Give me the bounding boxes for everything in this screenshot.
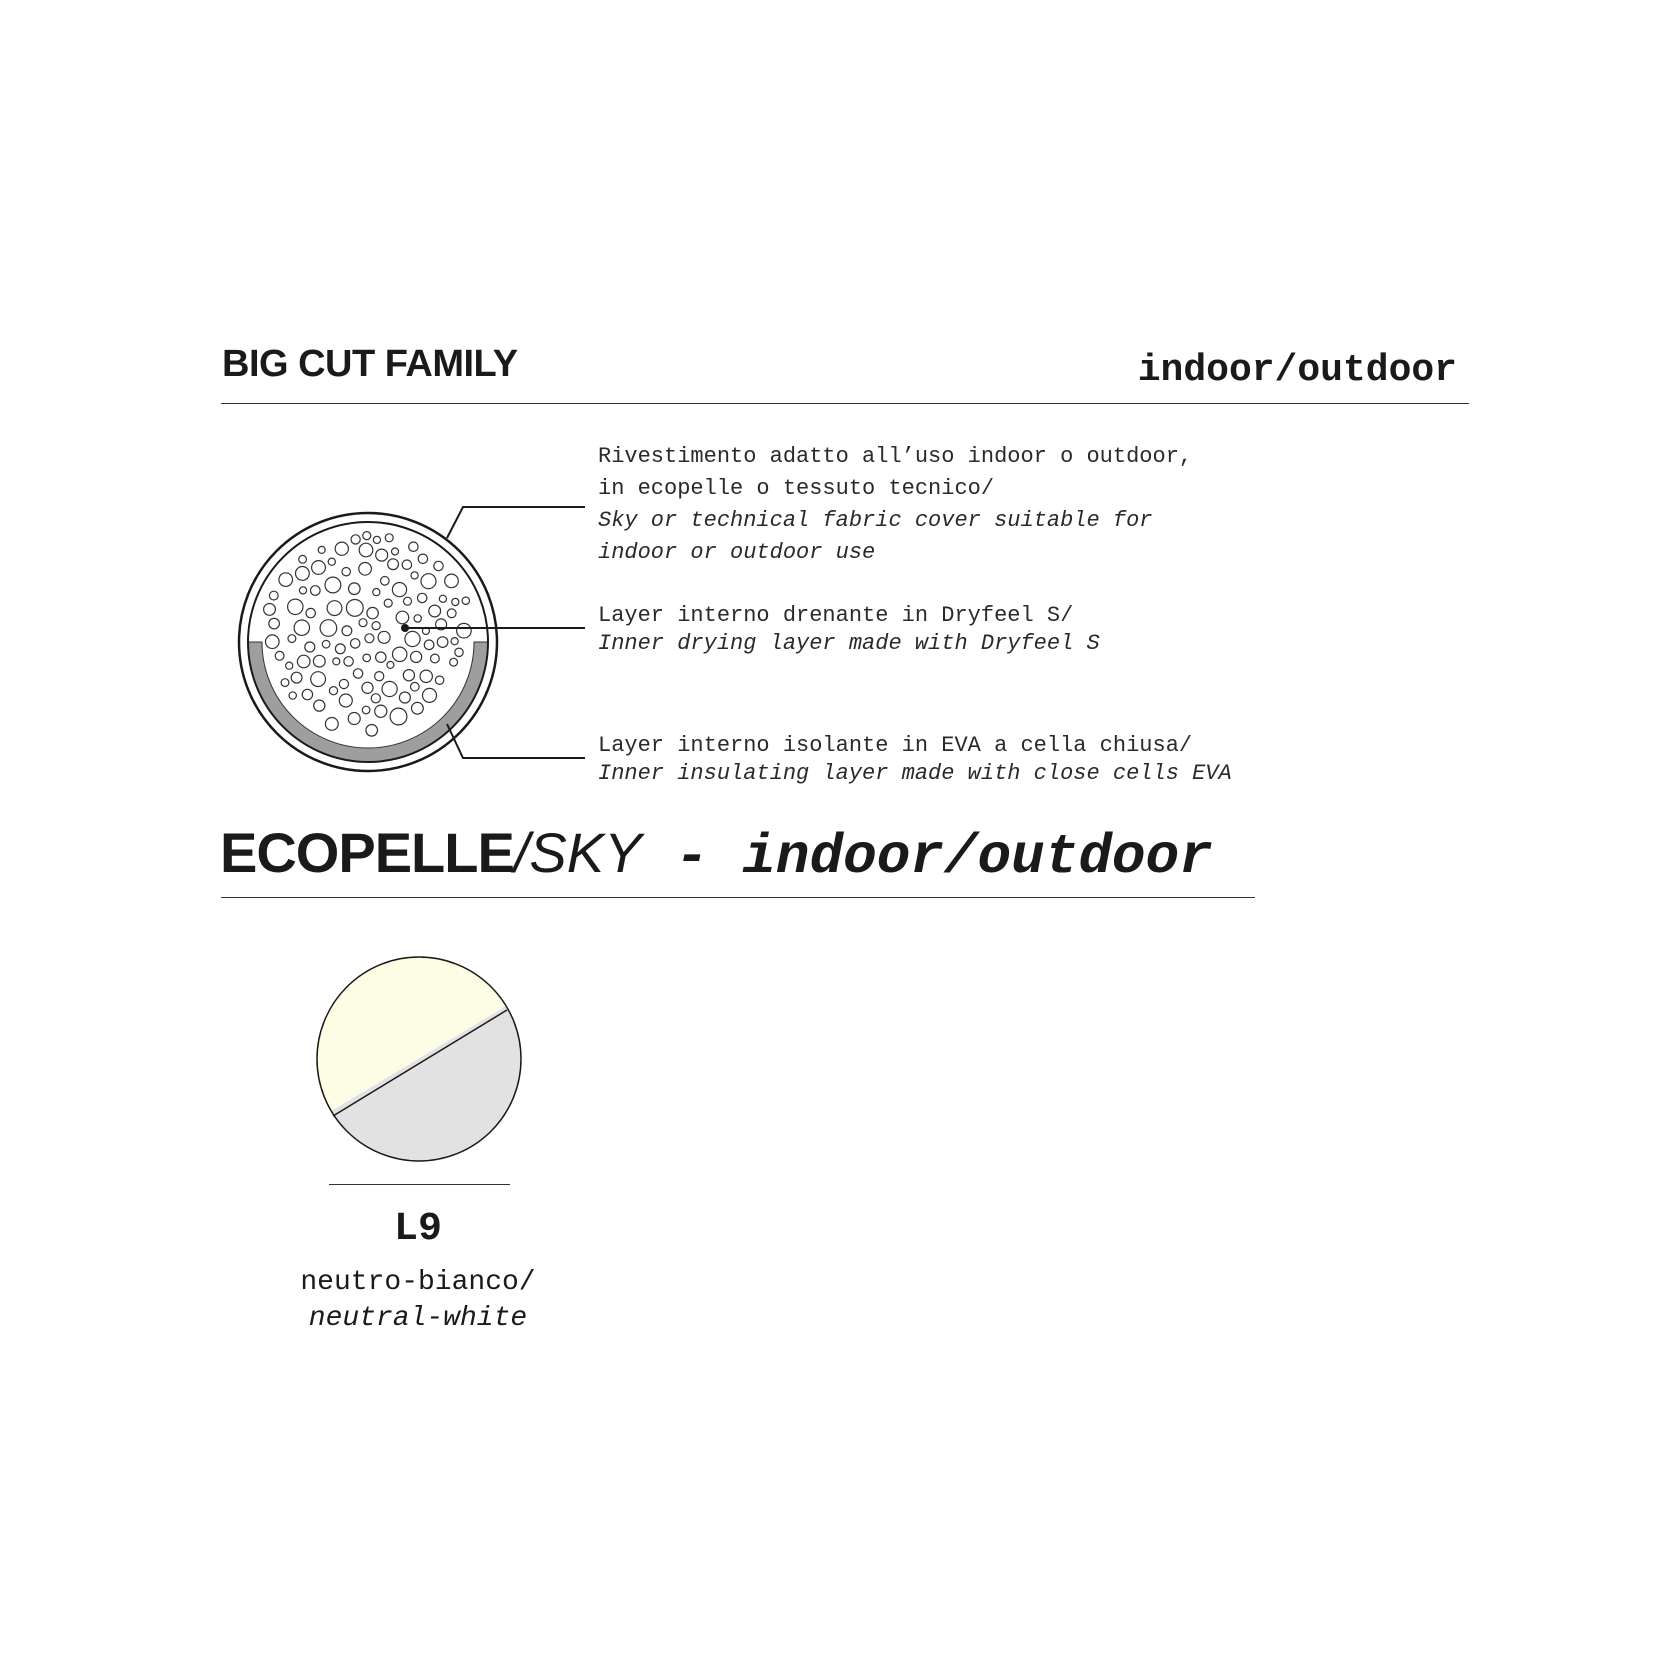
bubble (462, 597, 469, 604)
bubble (402, 560, 411, 569)
bubble (264, 604, 276, 616)
bubble (431, 654, 440, 663)
bubble (447, 609, 456, 618)
environment-tag: indoor/outdoor (1137, 349, 1457, 392)
color-swatch (313, 953, 525, 1165)
bubble (437, 637, 448, 648)
bubble (359, 543, 373, 557)
bubble (344, 657, 353, 666)
bubble (294, 620, 309, 635)
section-title-alt: /SKY (513, 821, 642, 884)
bubble (434, 561, 443, 570)
bubble (311, 672, 326, 687)
insulating-layer-shape (248, 642, 488, 762)
bubble (373, 589, 380, 596)
bubble (372, 622, 380, 630)
swatch-name (268, 1265, 568, 1337)
callout-dryfeel-line-1: Layer interno drenante in Dryfeel S/ (598, 603, 1074, 628)
bubble (411, 651, 422, 662)
bubble (382, 681, 397, 696)
bubble (403, 670, 414, 681)
bubble (353, 669, 362, 678)
bubble (325, 577, 341, 593)
bubble (455, 648, 463, 656)
bubble (363, 654, 371, 662)
leader-line-eva (447, 724, 585, 758)
bubble (420, 670, 432, 682)
bubble (269, 591, 278, 600)
bubble (378, 631, 390, 643)
bubble (435, 676, 443, 684)
bubble (302, 689, 312, 699)
bubble (375, 672, 384, 681)
bubble (439, 595, 446, 602)
bubble (390, 708, 407, 725)
bubble (322, 640, 330, 648)
bubble (393, 647, 407, 661)
bubble (385, 534, 393, 542)
bubble (418, 593, 427, 602)
swatch-divider (329, 1184, 510, 1185)
bubble (445, 574, 459, 588)
bubble (314, 700, 325, 711)
bubble (305, 642, 315, 652)
callout-cover-line-2: in ecopelle o tessuto tecnico/ (598, 476, 995, 501)
callout-eva (598, 732, 1232, 788)
bubble (362, 682, 373, 693)
bubble (375, 705, 387, 717)
bubble (351, 535, 360, 544)
bubble (376, 549, 388, 561)
bubble (429, 605, 441, 617)
bubble (335, 542, 348, 555)
callout-eva-line-1: Layer interno isolante in EVA a cella chiusa/ (598, 733, 1193, 758)
bubble (299, 555, 307, 563)
bubble (359, 563, 372, 576)
bubble (381, 577, 390, 586)
bubble (387, 661, 394, 668)
bubble (279, 573, 293, 587)
callout-dryfeel-line-2: Inner drying layer made with Dryfeel S (598, 631, 1100, 656)
family-title: BIG CUT FAMILY (222, 343, 518, 385)
bubble (405, 631, 420, 646)
bubble (328, 558, 335, 565)
bubble (288, 599, 303, 614)
section-divider (221, 897, 1255, 898)
bubble (335, 644, 345, 654)
bubble (325, 718, 338, 731)
section-title-environment: - indoor/outdoor (641, 825, 1213, 889)
bubble (346, 600, 363, 617)
section-title (220, 821, 1213, 889)
callout-cover-line-4: indoor or outdoor use (598, 540, 876, 565)
bubble (291, 672, 302, 683)
bubble (451, 638, 458, 645)
bubble (349, 583, 361, 595)
bubble (269, 618, 280, 629)
bubble (404, 597, 412, 605)
bubble (329, 687, 337, 695)
bubble (424, 640, 434, 650)
bubble (313, 655, 325, 667)
bubble (320, 620, 337, 637)
bubble (362, 706, 370, 714)
bubble (412, 702, 424, 714)
bubble (373, 536, 380, 543)
bubble (318, 546, 325, 553)
bubble (286, 662, 293, 669)
bubble (312, 561, 326, 575)
bubble (281, 679, 289, 687)
leader-dot-dryfeel (401, 624, 409, 632)
bubble (266, 635, 280, 649)
bubble (288, 635, 296, 643)
bubble (339, 694, 352, 707)
bubble (339, 679, 348, 688)
bubble (371, 694, 380, 703)
bubble (289, 692, 296, 699)
bubble (296, 567, 310, 581)
callout-cover-line-3: Sky or technical fabric cover suitable for (598, 508, 1153, 533)
bubble (409, 542, 418, 551)
bubble (457, 623, 472, 638)
bubble (342, 568, 350, 576)
bubble (299, 587, 306, 594)
leader-line-cover (447, 507, 585, 538)
callout-eva-line-2: Inner insulating layer made with close cells EVA (598, 761, 1232, 786)
bubble (342, 626, 352, 636)
drying-layer-bubbles (264, 532, 472, 737)
bubble (392, 548, 399, 555)
bubble (297, 655, 310, 668)
bubble (450, 658, 458, 666)
bubble (411, 682, 420, 691)
bubble (367, 607, 378, 618)
bubble (399, 692, 410, 703)
bubble (411, 572, 418, 579)
bubble (365, 634, 374, 643)
section-title-material: ECOPELLE (220, 821, 514, 884)
bubble (348, 713, 360, 725)
bubble (396, 611, 409, 624)
bubble (418, 554, 427, 563)
bubble (452, 598, 459, 605)
bubble (366, 725, 378, 737)
bubble (421, 574, 436, 589)
bubble (333, 658, 340, 665)
bubble (363, 532, 371, 540)
callout-dryfeel (598, 602, 1100, 658)
bubble (392, 583, 406, 597)
bubble (359, 619, 367, 627)
bubble (275, 651, 284, 660)
callout-cover-line-1: Rivestimento adatto all’uso indoor o outdoor, (598, 444, 1193, 469)
bubble (311, 586, 321, 596)
callout-cover (598, 441, 1192, 569)
swatch-code: L9 (393, 1207, 442, 1252)
bubble (423, 688, 437, 702)
bubble (414, 615, 421, 622)
bubble (351, 639, 360, 648)
bubble (306, 608, 315, 617)
bubble (327, 601, 342, 616)
bubble (388, 559, 399, 570)
bubble (384, 599, 392, 607)
swatch-name-italian: neutro-bianco/ (300, 1267, 536, 1298)
bubble (376, 652, 386, 662)
swatch-name-english: neutral-white (308, 1303, 528, 1334)
